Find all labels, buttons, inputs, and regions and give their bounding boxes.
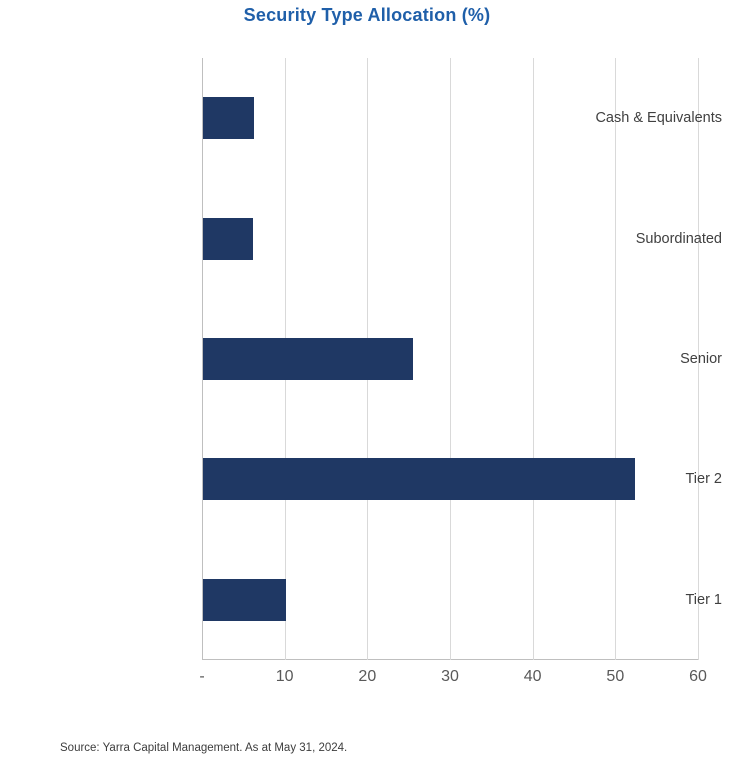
bar xyxy=(203,218,253,260)
x-axis-tick-label: 50 xyxy=(606,668,625,685)
x-axis-tick-label: 40 xyxy=(523,668,542,685)
x-axis-tick-label: 20 xyxy=(358,668,377,685)
y-axis-tick-label: Tier 2 xyxy=(685,471,722,488)
y-axis-tick-label: Subordinated xyxy=(635,230,722,247)
bar xyxy=(203,338,413,380)
source-note: Source: Yarra Capital Management. As at May 31, 2024. xyxy=(60,742,348,754)
chart-title: Security Type Allocation (%) xyxy=(243,5,491,25)
y-axis-tick-label: Tier 1 xyxy=(685,591,722,608)
bar xyxy=(203,579,286,621)
x-axis-tick-label: 30 xyxy=(441,668,459,685)
y-axis-tick-label: Senior xyxy=(680,351,722,367)
y-axis-tick-label: Cash & Equivalents xyxy=(595,110,722,127)
x-axis-tick-label: 10 xyxy=(275,668,294,685)
x-axis-tick-label: 60 xyxy=(689,668,707,685)
bar xyxy=(203,97,254,139)
gridline xyxy=(533,58,534,660)
x-axis-tick-label: - xyxy=(199,668,205,685)
gridline xyxy=(450,58,451,660)
